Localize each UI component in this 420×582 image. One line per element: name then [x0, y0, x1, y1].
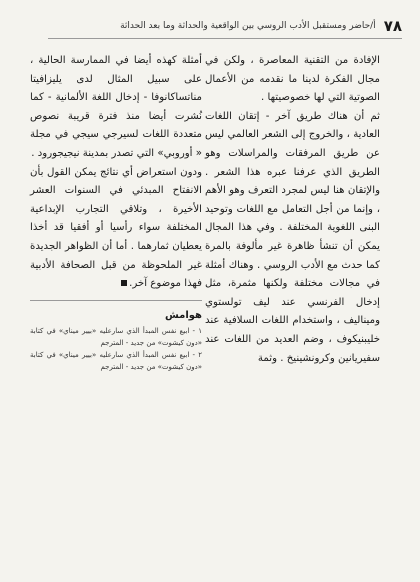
- paragraph: الإفادة من التقنية المعاصرة ، ولكن في مجال الفكرة لدينا ما نقدمه من الأعمال الصوتية التي لها خصوصيتها .: [205, 55, 380, 104]
- footnotes-title: هوامش: [30, 300, 202, 326]
- page-number: ٧٨: [383, 17, 402, 35]
- paragraph-text: ودون استعراض أي نتائج يمكن القول بأن الانفتاح المبدئي في السنوات العشر الأخيرة ، وتلاقي التجارب الإبداعية المختلفة سواء رأسيا أو أفقيا قد أخذا يعطيان ثمارهما . أما أن الظواهر الجديدة غير الملحوظة من قبل الصحافة الأدبية فهذا موضوع آخر.: [30, 166, 202, 290]
- end-of-article-mark: [121, 280, 127, 286]
- footnote: ١ - ابيع نفس المبدأ الذي سارعليه «بيير ميناي» في كتابة «دون كيشوت» من جديد - المترجم: [30, 327, 202, 348]
- right-column: [205, 52, 380, 368]
- paragraph-with-end-mark: [30, 164, 202, 294]
- paragraph: أمثلة كهذه أيضا في الممارسة الحالية ، على سبيل المثال لدى يليزافيتا مناتساكانوفا - إدخال اللغة الألمانية - كما نُشرت أيضا منذ فترة قريبة نصوص متعددة اللغات لسيرجي سيجي في مجلة « أوروبي» التي تصدر بمدينة نيجيجورود .: [30, 55, 202, 159]
- paragraph: ثم أن هناك طريق آخر - إتقان اللغات العادية ، والخروج إلى الشعر العالمي ليس عن طريق المرفقات والمراسلات وهو الطريق الذي عرفنا عبره هذا الشعر . والإتقان هنا ليس لمجرد التعرف وهو الأهم ، وإنما من أجل التعامل مع اللغات وتوحيد البنى اللغوية المختلفة . وفي هذا المجال يمكن أن تنشأ ظاهرة غير مألوفة بالمرة كما حدث مع الأدب الروسي . وهناك أمثلة في مجالات مختلفة ولكنها مثمرة، مثل إدخال الفرنسي عند ليف تولستوي وميناليف ، واستخدام اللغات السلافية عند خليبنيكوف ، وضم العديد من اللغات عند سفيريانين وكرونشينيخ . وثمة: [205, 110, 380, 364]
- running-head: أ/حاضر ومستقبل الأدب الروسي بين الواقعية والحداثة وما بعد الحداثة: [120, 21, 376, 31]
- left-column: [30, 52, 202, 373]
- footnote: ٢ - ابيع نفس المبدأ الذي سارعليه «بيير ميناي» في كتابة «دون كيشوت» من جديد - المترجم: [30, 351, 202, 372]
- page-header: [48, 14, 402, 39]
